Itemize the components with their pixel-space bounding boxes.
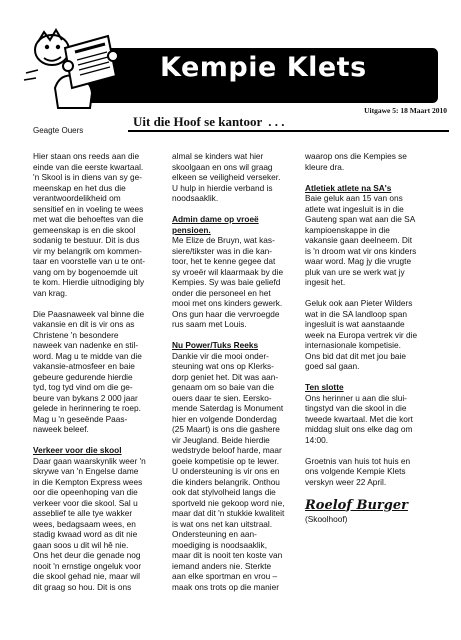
- paragraph: Ons herinner u aan die slui- tingstyd van die skool in die tweede kwartaal. Met die kort middag sluit ons elke dag om 14:00.: [305, 392, 413, 445]
- paragraph: waarop ons die Kempies se kleure dra.: [305, 151, 407, 172]
- column-2: [172, 151, 296, 603]
- salutation: Geagte Ouers: [33, 126, 84, 135]
- paragraph: Baie geluk aan 15 van ons atlete wat ingesluit is in die Gauteng span wat aan die SA kampioenskappe in die vakansie gaan deelneem. Dit is 'n droom wat vir ons kinders waar word. Mag jy die vrugte pluk van ure se werk wat jy ingesit het.: [305, 193, 417, 287]
- section-heading: [133, 114, 285, 130]
- paragraph: Dankie vir die mooi onder- steuning wat ons op Klerks- dorp geniet het. Dit was aan- genaam om so baie van die ouers daar te sien. Eersko- mende Saterdag is Monument hier en volgende Donderdag (25 Maart) is ons die gashere vir Jeugland. Beide hierdie wedstryde beloof harde, maar goeie kompetisie op te lewer. U ondersteuning is vir ons en die kinders belangrik. Onthou ook dat stylvolheid langs die sportveld nie gekoop word nie, maar dat dit 'n stukkie kwaliteit is wat ons net kan uitstraal. Ondersteuning en aan- moediging is noodsaaklik, maar dit is nooit ten koste van iemand anders nie. Sterkte aan elke sportman en vrou – maak ons trots op die manier: [172, 350, 285, 592]
- signer-role: (Skoolhoof): [305, 513, 348, 524]
- subheading-closing: Ten slotte: [305, 382, 344, 392]
- column-3: [305, 151, 429, 524]
- column-1: [33, 151, 161, 603]
- paragraph: Daar gaan waarskynlik weer 'n skrywe van 'n Engelse dame in die Kempton Express wees oor die opeenhoping van die verkeer voor die skool. Sal u asseblief te alle tye wakker wees, bedagsaam wees, en stadig kwaad word as dit nie gaan soos u dit wil hê nie. Ons het deur die genade nog nooit 'n ernstige ongeluk voor die skool gehad nie, maar wil dit graag so hou. Dit is ons: [33, 455, 146, 592]
- paragraph: Die Paasnaweek val binne die vakansie en dit is vir ons as Christene 'n besondere naweek van nadenke en stil- word. Mag u te midde van die vakansie-atmosfeer en baie gebeure gedurende hierdie tyd, tog tyd vind om die ge- beure van bykans 2 000 jaar gelede in herinnering te roep. Mag u 'n geseënde Paas- naweek beleef.: [33, 308, 145, 434]
- section-heading-dots: . . .: [268, 114, 285, 129]
- paragraph: Me Elize de Bruyn, wat kas- siere/tikster was in die kan- toor, het te kenne gegee dat sy vroeër wil klaarmaak by die Kempies. Sy was baie geliefd onder die personeel en het mooi met ons kinders gewerk. Ons gun haar die vervroegde rus saam met Louis.: [172, 235, 284, 329]
- newspaper-reader-cartoon-icon: [20, 18, 120, 110]
- paragraph: almal se kinders wat hier skoolgaan en ons wil graag elkeen se veiligheid verseker. U hulp in hierdie verband is noodsaaklik.: [172, 151, 281, 203]
- subheading-retirement: Admin dame op vroeë pensioen.: [172, 214, 259, 235]
- paragraph: Groetnis van huis tot huis en ons volgende Kempie Klets verskyn weer 22 April.: [305, 455, 411, 487]
- issue-date: Uitgawe 5: 18 Maart 2010: [364, 106, 447, 115]
- subheading-athletics: Atletiek atlete na SA's: [305, 182, 392, 193]
- paragraph: Hier staan ons reeds aan die einde van die eerste kwartaal. 'n Skool is in diens van sy ge- meenskap en het dus die verantwoordelikheid om sensitief en in voeling te wees met wat die behoeftes van die gemeenskap is en die skool sodanig te bestuur. Dit is dus vir my belangrik om kommen- taar en voorstelle van u te ont- vang om by bogenoemde uit te kom. Hierdie uitnodiging bly van krag.: [33, 151, 146, 298]
- header-rule: [128, 130, 449, 132]
- subheading-sports-series: Nu Power/Tuks Reeks: [172, 340, 259, 350]
- section-heading-text: Uit die Hoof se kantoor: [133, 114, 263, 129]
- principal-signature: Roelof Burger: [305, 497, 408, 513]
- newsletter-title: Kempie Klets: [160, 52, 367, 83]
- paragraph: Geluk ook aan Pieter Wilders wat in die SA landloop span ingesluit is wat aanstaande week na Europa vertrek vir die internasionale kompetisie. Ons bid dat dit met jou baie goed sal gaan.: [305, 298, 418, 371]
- subheading-traffic: Verkeer voor die skool: [33, 445, 122, 455]
